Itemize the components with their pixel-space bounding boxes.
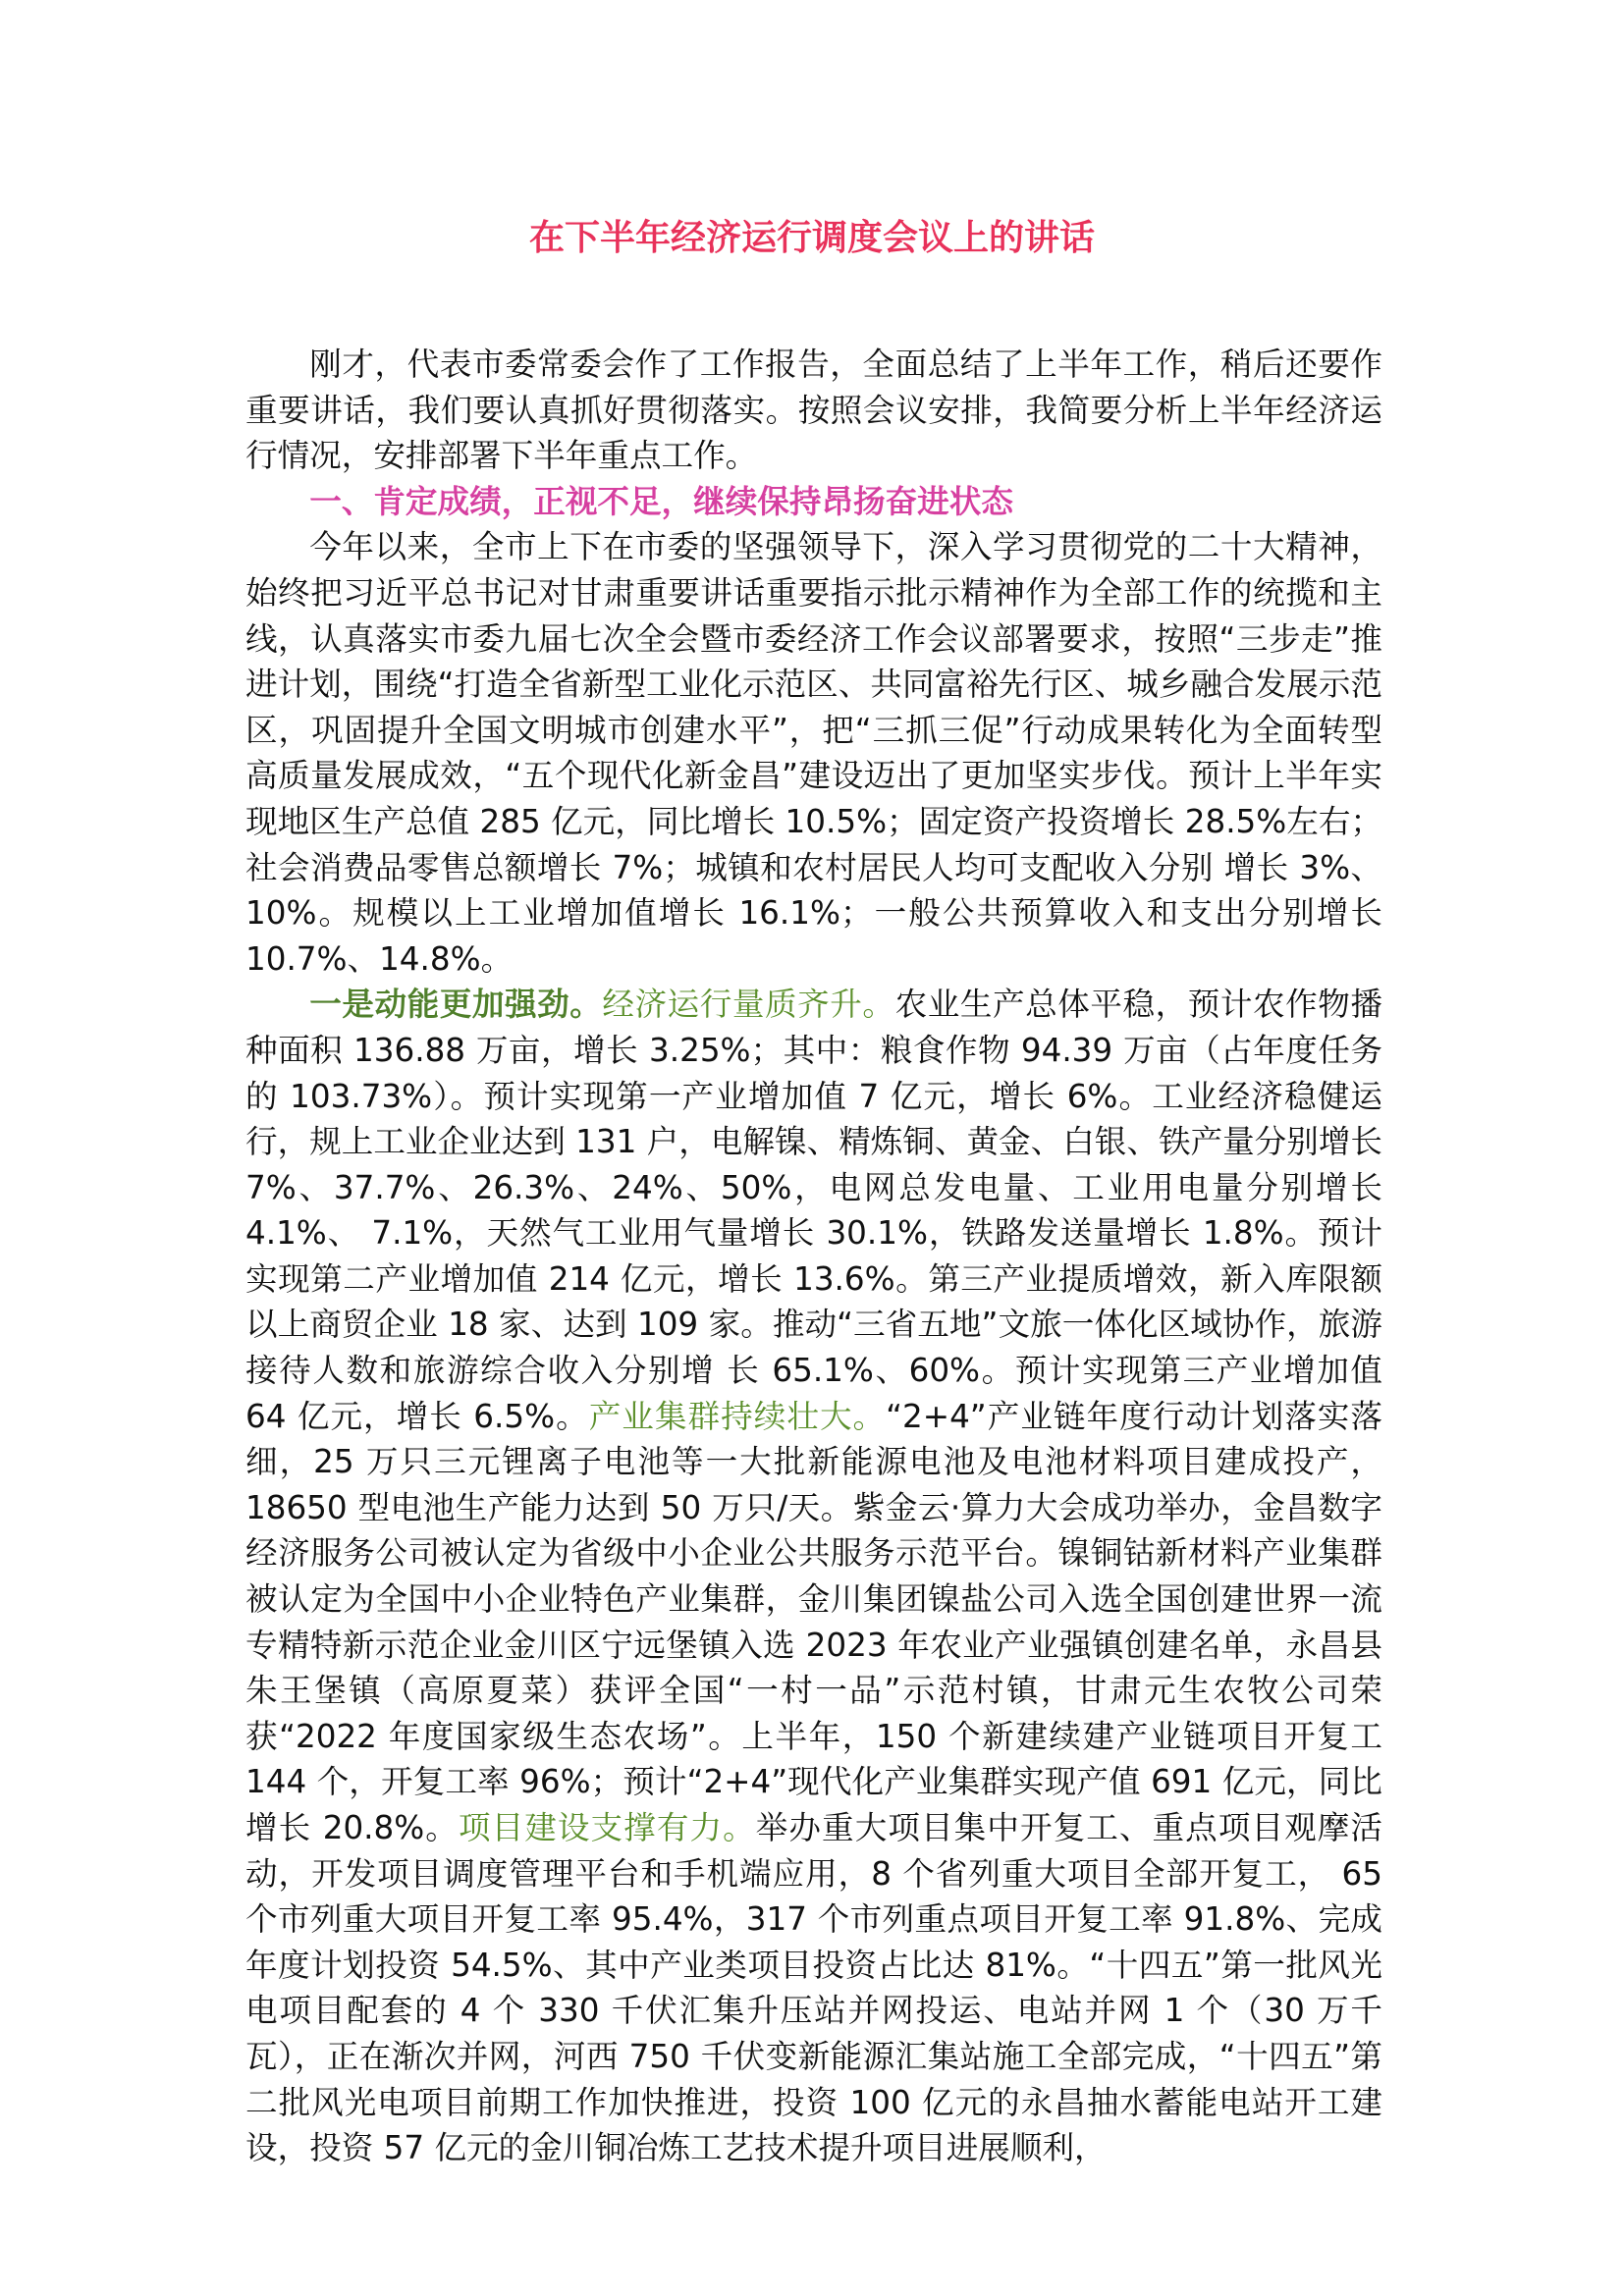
subheading-industry-cluster: 产业集群持续壮大。 [588, 1397, 887, 1435]
overview-paragraph: 今年以来，全市上下在市委的坚强领导下，深入学习贯彻党的二十大精神，始终把习近平总书记对甘肃重要讲话重要指示批示精神作为全部工作的统揽和主线，认真落实市委九届七次全会暨市委经济工作会议部署要求，按照“三步走”推进计划，围绕“打造全省新型工业化示范区、共同富裕先行区、城乡融合发展示范区，巩固提升全国文明城市创建水平”，把“三抓三促”行动成果转化为全面转型高质量发展成效，“五个现代化新金昌”建设迈出了更加坚实步伐。预计上半年实现地区生产总值 285 亿元，同比增长 10.5%；固定资产投资增长 28.5%左右；社会消费品零售总额增长 7%；城镇和农村居民人均可支配收入分别 增长 3%、10%。规模以上工业增加值增长 16.1%；一般公共预算收入和支出分别增长 10.7%、14.8%。 [245, 528, 1382, 978]
paragraph-lead-bold: 一是动能更加强劲。 [309, 986, 603, 1024]
subheading-project-construction: 项目建设支撑有力。 [458, 1809, 756, 1846]
momentum-paragraph [245, 982, 1382, 2170]
economy-text: 农业生产总体平稳，预计农作物播种面积 136.88 万亩，增长 3.25%；其中：粮食作物 94.39 万亩（占年度任务的 103.73%）。预计实现第一产业增加值 7 亿元，增长 6%。工业经济稳健运行，规上工业企业达到 131 户，电解镍、精炼铜、黄金、白银、铁产量分别增长 7%、37.7%、26.3%、24%、50%，电网总发电量、工业用电量分别增长 4.1%、 7.1%，天然气工业用气量增长 30.1%，铁路发送量增长 1.8%。预计实现第二产业增加值 214 亿元，增长 13.6%。第三产业提质增效，新入库限额以上商贸企业 18 家、达到 109 家。推动“三省五地”文旅一体化区域协作，旅游接待人数和旅游综合收入分别增 长 65.1%、60%。预计实现第三产业增加值 64 亿元，增长 6.5%。 [245, 986, 1382, 1435]
section-heading: 一、肯定成绩，正视不足，继续保持昂扬奋进状态 [309, 482, 1013, 520]
document-title: 在下半年经济运行调度会议上的讲话 [528, 217, 1095, 258]
document-body [245, 342, 1382, 2171]
subheading-economy: 经济运行量质齐升。 [602, 986, 895, 1024]
intro-paragraph: 刚才，代表市委常委会作了工作报告，全面总结了上半年工作，稍后还要作重要讲话，我们要认真抓好贯彻落实。按照会议安排，我简要分析上半年经济运行情况，安排部署下半年重点工作。 [245, 346, 1382, 475]
industry-cluster-text: “2+4”产业链年度行动计划落实落细，25 万只三元锂离子电池等一大批新能源电池及电池材料项目建成投产，18650 型电池生产能力达到 50 万只/天。紫金云·算力大会成功举办，金昌数字经济服务公司被认定为省级中小企业公共服务示范平台。镍铜钴新材料产业集群被认定为全国中小企业特色产业集群，金川集团镍盐公司入选全国创建世界一流专精特新示范企业金川区宁远堡镇入选 2023 年农业产业强镇创建名单，永昌县朱王堡镇（高原夏菜）获评全国“一村一品”示范村镇，甘肃元生农牧公司荣获“2022 年度国家级生态农场”。上半年，150 个新建续建产业链项目开复工 144 个，开复工率 96%；预计“2+4”现代化产业集群实现产值 691 亿元，同比增长 20.8%。 [245, 1397, 1382, 1846]
project-construction-text: 举办重大项目集中开复工、重点项目观摩活动，开发项目调度管理平台和手机端应用，8 个省列重大项目全部开复工， 65 个市列重大项目开复工率 95.4%，317 个市列重点项目开复工率 91.8%、完成年度计划投资 54.5%、其中产业类项目投资占比达 81%。“十四五”第一批风光电项目配套的 4 个 330 千伏汇集升压站并网投运、电站并网 1 个（30 万千瓦），正在渐次并网，河西 750 千伏变新能源汇集站施工全部完成，“十四五”第二批风光电项目前期工作加快推进，投资 100 亿元的永昌抽水蓄能电站开工建设，投资 57 亿元的金川铜冶炼工艺技术提升项目进展顺利， [245, 1809, 1382, 2167]
